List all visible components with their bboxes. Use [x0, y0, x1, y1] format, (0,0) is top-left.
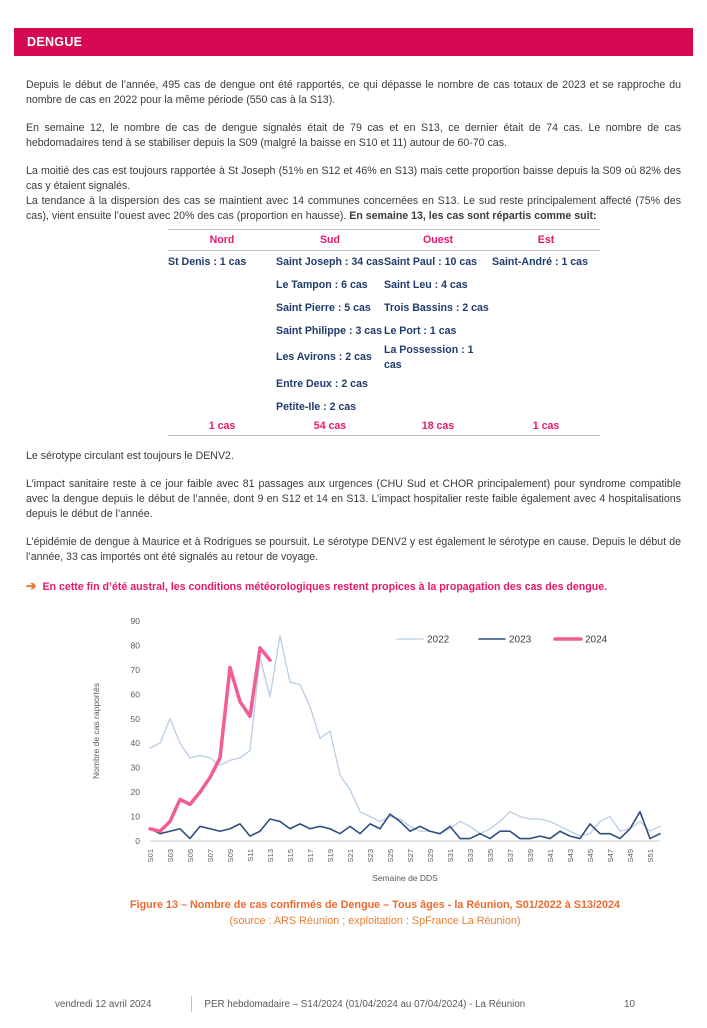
x-tick-label: S09	[226, 849, 235, 863]
y-tick-label: 0	[135, 836, 140, 846]
table-cell	[168, 274, 276, 297]
x-tick-label: S51	[646, 849, 655, 863]
y-tick-label: 50	[130, 713, 140, 724]
table-cell	[168, 373, 276, 396]
table-cell: Entre Deux : 2 cas	[276, 377, 368, 390]
y-tick-label: 80	[130, 640, 140, 651]
table-cell	[492, 274, 600, 297]
table-cell: Saint Pierre : 5 cas	[276, 301, 371, 314]
table-cell: Saint Philippe : 3 cas	[276, 324, 382, 337]
table-header-ouest: Ouest	[422, 233, 454, 246]
x-tick-label: S37	[506, 849, 515, 863]
table-totals-row	[168, 419, 600, 436]
x-tick-label: S31	[446, 849, 455, 863]
x-tick-label: S45	[586, 849, 595, 863]
table-cell	[384, 373, 492, 396]
y-axis-title: Nombre de cas rapportés	[91, 683, 101, 779]
table-cell: La Possession : 1 cas	[384, 343, 474, 371]
legend-label-2024: 2024	[585, 634, 608, 646]
total-sud: 54 cas	[313, 420, 347, 433]
table-cell	[168, 396, 276, 419]
dengue-chart-svg	[85, 609, 665, 894]
paragraph-distribution	[26, 164, 681, 224]
x-tick-label: S23	[366, 849, 375, 863]
x-tick-label: S13	[266, 849, 275, 863]
table-cell: Les Avirons : 2 cas	[276, 351, 372, 363]
table-row	[168, 251, 600, 274]
table-row	[168, 396, 600, 419]
x-tick-label: S17	[306, 849, 315, 863]
table-row	[168, 373, 600, 396]
figure-caption: Figure 13 – Nombre de cas confirmés de Dengue – Tous âges - la Réunion, S01/2022 à S13/2024	[129, 899, 621, 911]
x-tick-label: S35	[486, 849, 495, 863]
x-tick-label: S03	[166, 849, 175, 863]
table-cell	[384, 396, 492, 419]
x-tick-label: S07	[206, 849, 215, 863]
document-body	[0, 56, 707, 595]
table-header-row	[168, 230, 600, 251]
highlight-note	[26, 579, 681, 595]
x-tick-label: S15	[286, 849, 295, 863]
table-cell	[168, 320, 276, 343]
table-cell: St Denis : 1 cas	[168, 255, 247, 268]
section-title: DENGUE	[27, 35, 83, 49]
table-cell: Saint Joseph : 34 cas	[276, 255, 384, 268]
paragraph-maurice: L’épidémie de dengue à Maurice et à Rodrigues se poursuit. Le sérotype DENV2 y est également le sérotype en cause. Depuis le début de l’année, 33 cas importés ont été signalés au retour de voyage.	[26, 536, 681, 563]
table-cell: Le Tampon : 6 cas	[276, 278, 368, 291]
total-nord: 1 cas	[208, 420, 236, 433]
paragraph-stjoseph: La moitié des cas est toujours rapportée à St Joseph (51% en S12 et 46% en S13) mais cette proportion baisse depuis la S09 où 82% des cas y étaient signalés.	[26, 165, 681, 192]
x-tick-label: S29	[426, 849, 435, 863]
table-cell: Saint Leu : 4 cas	[384, 278, 468, 291]
total-est: 1 cas	[532, 420, 560, 433]
x-tick-label: S19	[326, 849, 335, 863]
highlight-text: En cette fin d’été austral, les conditions météorologiques restent propices à la propagation des cas des dengue.	[42, 581, 608, 593]
series-line-2022	[150, 636, 660, 836]
table-cell: Le Port : 1 cas	[384, 324, 457, 337]
x-tick-label: S47	[606, 849, 615, 863]
table-cell: Trois Bassins : 2 cas	[384, 301, 489, 314]
table-header-nord: Nord	[209, 233, 235, 246]
table-cell	[492, 396, 600, 419]
footer-date: vendredi 12 avril 2024	[55, 998, 152, 1010]
table-cell	[492, 373, 600, 396]
table-cell	[168, 297, 276, 320]
x-tick-label: S11	[246, 849, 255, 862]
legend-label-2023: 2023	[509, 634, 532, 646]
total-ouest: 18 cas	[421, 420, 455, 433]
paragraph-weekly-cases: En semaine 12, le nombre de cas de dengue signalés était de 79 cas et en S13, ce dernier était de 74 cas. Le nombre de cas hebdomadaires tend à se stabiliser depuis la S09 (malgré la baisse en S10 et 11) autour de 60-70 cas.	[26, 122, 681, 149]
table-header-est: Est	[537, 233, 555, 246]
x-tick-label: S05	[186, 849, 195, 863]
series-line-2024	[150, 648, 270, 831]
figure-source: (source : ARS Réunion ; exploitation : SpFrance La Réunion)	[229, 915, 521, 927]
y-tick-label: 10	[130, 811, 140, 822]
table-cell	[492, 297, 600, 320]
x-tick-label: S25	[386, 849, 395, 863]
y-tick-label: 30	[130, 762, 140, 773]
x-tick-label: S21	[346, 849, 355, 863]
table-header-sud: Sud	[319, 233, 340, 246]
cases-by-region-table	[168, 229, 600, 436]
y-tick-label: 60	[130, 689, 140, 700]
table-cell: Saint-André : 1 cas	[492, 255, 588, 268]
x-axis-title: Semaine de DDS	[372, 873, 438, 883]
paragraph-impact: L’impact sanitaire reste à ce jour faible avec 81 passages aux urgences (CHU Sud et CHOR principalement) pour syndrome compatible avec la dengue depuis le début de l’année, dont 9 en S12 et 14 en S13. L’impact hospitalier reste faible également avec 4 hospitalisations depuis le début de l’année.	[26, 478, 681, 520]
page-footer	[0, 996, 707, 1012]
table-row	[168, 343, 600, 373]
legend-label-2022: 2022	[427, 634, 450, 646]
dengue-cases-chart	[85, 609, 665, 927]
x-tick-label: S41	[546, 849, 555, 863]
table-cell: Petite-Ile : 2 cas	[276, 400, 357, 413]
table-row	[168, 297, 600, 320]
paragraph-serotype: Le sérotype circulant est toujours le DENV2.	[26, 450, 234, 462]
table-cell	[168, 343, 276, 373]
x-tick-label: S01	[146, 849, 155, 863]
footer-doc-title: PER hebdomadaire – S14/2024 (01/04/2024 au 07/04/2024) - La Réunion	[204, 998, 526, 1010]
table-row	[168, 274, 600, 297]
x-tick-label: S39	[526, 849, 535, 863]
series-line-2023	[150, 812, 660, 839]
x-tick-label: S33	[466, 849, 475, 863]
y-tick-label: 40	[130, 738, 140, 749]
y-tick-label: 20	[130, 787, 140, 798]
arrow-icon: ➔	[26, 579, 37, 593]
paragraph-dispersion-text: La tendance à la dispersion des cas se maintient avec 14 communes concernées en S13. Le sud reste principalement affecté (75% des cas), vient ensuite l’ouest avec 20% des cas (proportion en hausse).	[26, 195, 681, 222]
footer-divider	[191, 996, 192, 1012]
paragraph-dispersion-bold: En semaine 13, les cas sont répartis comme suit:	[349, 210, 597, 222]
y-tick-label: 90	[130, 616, 140, 626]
table-cell	[492, 343, 600, 373]
x-tick-label: S27	[406, 849, 415, 863]
section-header	[14, 28, 693, 56]
y-tick-label: 70	[130, 664, 140, 675]
table-row	[168, 320, 600, 343]
table-cell: Saint Paul : 10 cas	[384, 255, 478, 268]
page-number: 10	[624, 998, 635, 1010]
x-tick-label: S43	[566, 849, 575, 863]
x-tick-label: S49	[626, 849, 635, 863]
table-cell	[492, 320, 600, 343]
paragraph-intro: Depuis le début de l’année, 495 cas de dengue ont été rapportés, ce qui dépasse le nombre de cas totaux de 2023 et se rapproche du nombre de cas en 2022 pour la même période (550 cas à la S13).	[26, 79, 681, 106]
